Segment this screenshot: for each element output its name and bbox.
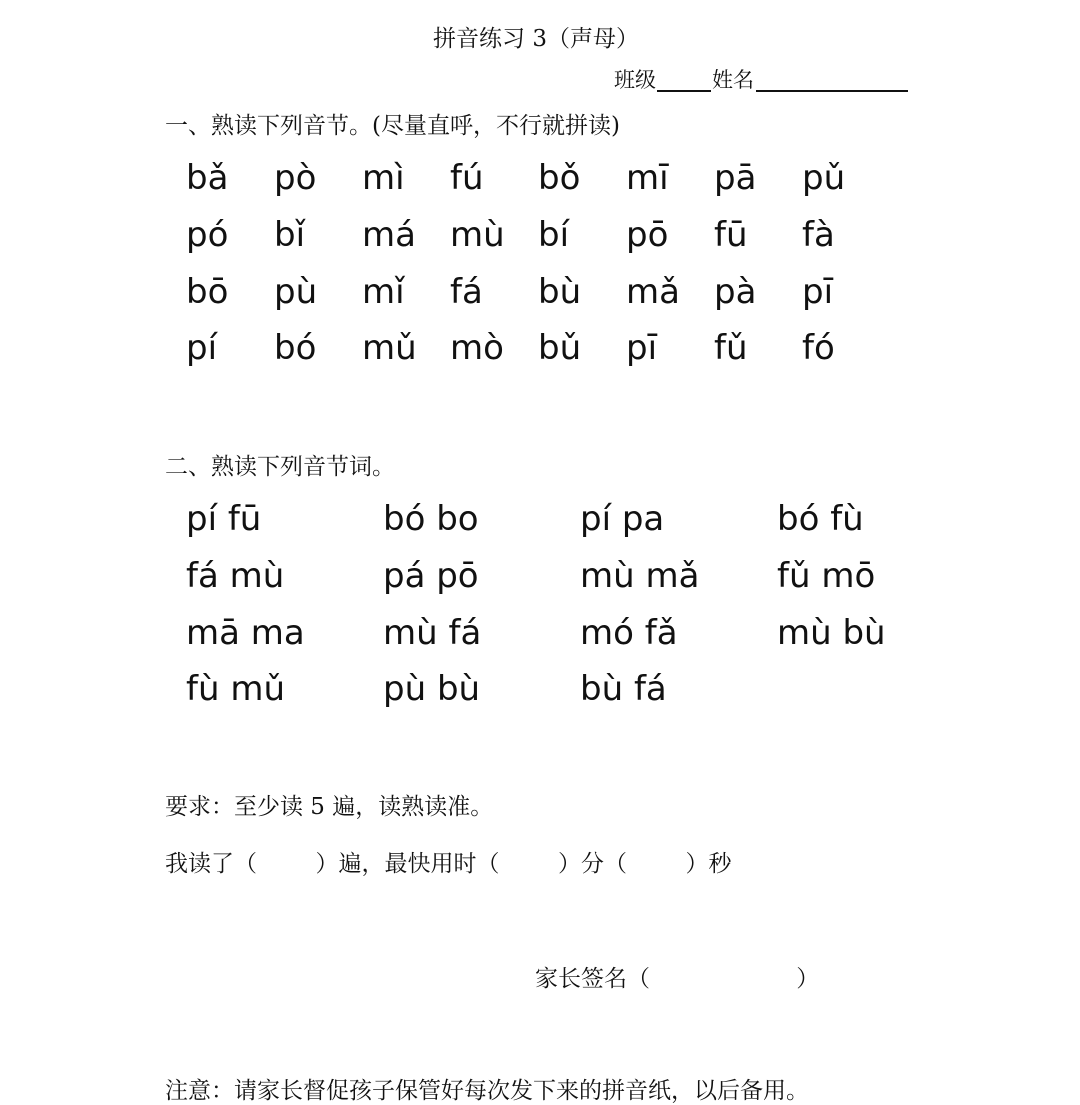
syllable-word: pá pō [383,556,479,596]
syllable-word: bù fá [580,669,667,709]
syllable: bǔ [538,328,582,368]
class-label: 班级 [614,68,656,92]
syllable: bǒ [538,158,581,198]
record-mid2: ）分（ [558,851,627,877]
syllable-row [186,328,890,368]
word-row [186,499,974,539]
syllable: pù [274,272,318,312]
syllable: mù [450,215,505,255]
syllable-word: bó fù [777,499,864,539]
syllable-word: mù mǎ [580,556,700,596]
syllable-word: mù fá [383,613,482,653]
syllable-word: fǔ mō [777,556,876,596]
syllable-word: pí fū [186,499,262,539]
seconds-blank[interactable] [627,851,686,877]
syllable: pā [714,158,757,198]
syllable: má [362,215,416,255]
syllable: pī [626,328,658,368]
syllable: pà [714,272,757,312]
syllable: bō [186,272,229,312]
syllable: pī [802,272,834,312]
syllable: mò [450,328,504,368]
syllable: mǐ [362,272,405,312]
syllable: pò [274,158,317,198]
syllable: bó [274,328,317,368]
times-blank[interactable] [257,851,316,877]
syllable: pí [186,328,218,368]
syllable-word: mó fǎ [580,613,678,653]
signature-label: 家长签名（ [535,966,650,992]
syllable-row [186,215,890,255]
syllable: pō [626,215,669,255]
syllable-row [186,272,890,312]
word-row [186,669,974,709]
syllable: bǎ [186,158,229,198]
requirement-text: 要求：至少读 5 遍，读熟读准。 [165,794,494,820]
note-text: 注意：请家长督促孩子保管好每次发下来的拼音纸，以后备用。 [165,1078,809,1104]
record-mid1: ）遍，最快用时（ [315,851,500,877]
syllable: pǔ [802,158,846,198]
reading-record [165,845,732,878]
syllable: mī [626,158,669,198]
syllable-word: pí pa [580,499,665,539]
syllable: fǔ [714,328,748,368]
syllable: mǎ [626,272,680,312]
word-row [186,613,974,653]
syllable: fū [714,215,748,255]
syllable: mǔ [362,328,417,368]
record-suffix: ）秒 [685,851,732,877]
parent-signature [535,960,819,993]
minutes-blank[interactable] [500,851,559,877]
syllable: pó [186,215,229,255]
record-prefix: 我读了（ [165,851,257,877]
syllable-word: bó bo [383,499,479,539]
syllable-word: mā ma [186,613,305,653]
class-blank-line[interactable] [657,90,711,92]
syllable: fú [450,158,484,198]
signature-blank[interactable] [650,966,796,992]
name-label: 姓名 [712,68,754,92]
section1-heading: 一、熟读下列音节。(尽量直呼，不行就拼读) [165,113,620,139]
syllable-word: fá mù [186,556,285,596]
syllable: bǐ [274,215,306,255]
word-row [186,556,974,596]
syllable: fó [802,328,835,368]
syllable: mì [362,158,405,198]
section2-heading: 二、熟读下列音节词。 [165,454,395,480]
syllable-word [777,669,974,709]
page-title: 拼音练习 3（声母） [433,26,639,52]
syllable: bù [538,272,582,312]
syllable-word: fù mǔ [186,669,285,709]
syllable-row [186,158,890,198]
name-blank-line[interactable] [756,90,908,92]
syllable: fá [450,272,483,312]
syllable: fà [802,215,835,255]
syllable-word: pù bù [383,669,481,709]
syllable-word: mù bù [777,613,886,653]
signature-close: ） [796,966,820,992]
syllable: bí [538,215,570,255]
